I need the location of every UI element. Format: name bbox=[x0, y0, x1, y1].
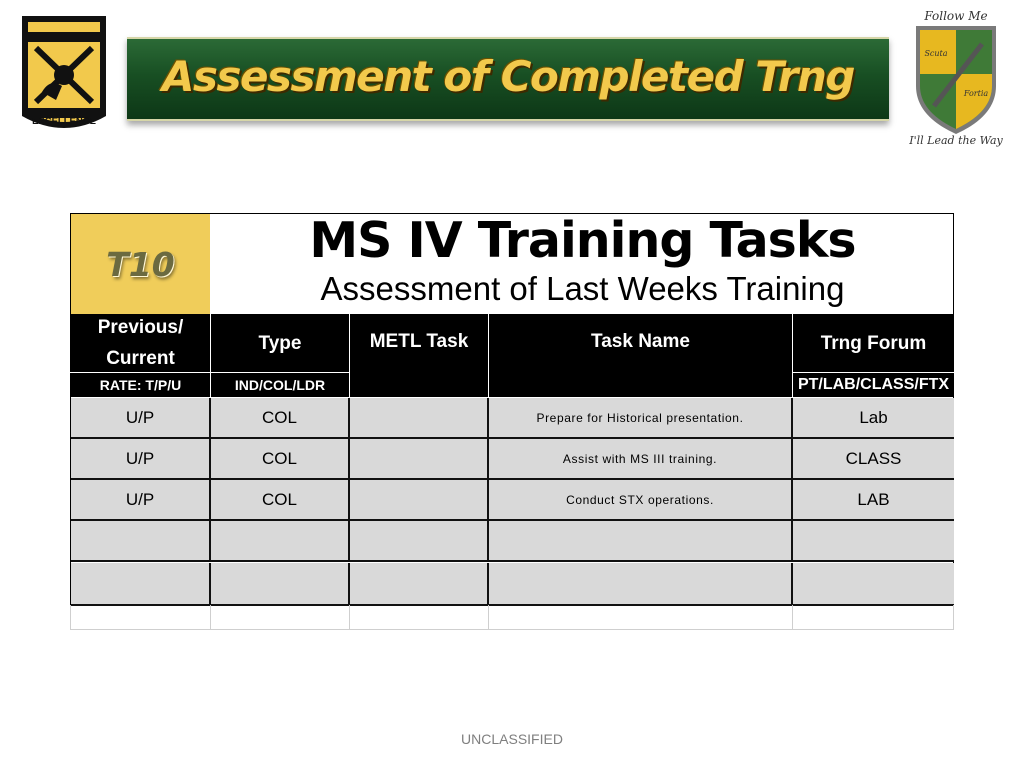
col-header-task-name: Task Name bbox=[489, 314, 792, 397]
shield-bottom-text: I'll Lead the Way bbox=[909, 134, 1003, 147]
follow-me-shield-icon bbox=[900, 4, 1012, 150]
subheader-rate: RATE: T/P/U bbox=[71, 373, 210, 397]
type-cell: COL bbox=[211, 439, 350, 478]
rate-cell: U/P bbox=[71, 439, 211, 478]
header-divider bbox=[210, 314, 211, 397]
header-divider bbox=[488, 314, 489, 397]
forum-cell: Lab bbox=[859, 407, 888, 427]
slide-title: MS IV Training Tasks bbox=[309, 212, 856, 269]
metl-cell bbox=[350, 398, 489, 437]
rate-cell: U/P bbox=[71, 480, 211, 519]
table-row bbox=[71, 521, 954, 562]
metl-cell bbox=[350, 521, 489, 560]
subheader-forum: PT/LAB/CLASS/FTX bbox=[793, 373, 954, 397]
task-name-cell bbox=[489, 563, 793, 604]
col-header-trng-forum: Trng Forum bbox=[793, 314, 954, 372]
rate-cell: U/P bbox=[71, 398, 211, 437]
table-row bbox=[71, 398, 954, 439]
emblem-bottom-text: EXCELLENCE bbox=[32, 116, 96, 127]
empty-grid-cell bbox=[488, 605, 793, 629]
title-banner bbox=[127, 37, 889, 121]
subheader-type: IND/COL/LDR bbox=[211, 373, 349, 397]
task-name-cell: Prepare for Historical presentation. bbox=[489, 398, 793, 437]
table-row bbox=[71, 439, 954, 480]
empty-grid-cell bbox=[349, 605, 489, 629]
task-name-cell: Conduct STX operations. bbox=[489, 480, 793, 519]
header-divider bbox=[792, 314, 793, 397]
rate-cell bbox=[71, 563, 211, 604]
forum-cell bbox=[793, 563, 954, 604]
type-cell bbox=[211, 521, 350, 560]
type-cell: COL bbox=[211, 398, 350, 437]
type-cell: COL bbox=[211, 480, 350, 519]
emblem-top-text: LEADERSHIP bbox=[33, 22, 95, 33]
empty-grid-row bbox=[70, 605, 954, 630]
shield-left-text: Scuta bbox=[924, 49, 948, 58]
type-cell bbox=[211, 563, 350, 604]
forum-cell: LAB bbox=[857, 489, 890, 509]
table-row bbox=[71, 563, 954, 606]
header-divider bbox=[793, 372, 954, 373]
col-header-metl-task: METL Task bbox=[350, 314, 488, 397]
classification-footer: UNCLASSIFIED bbox=[461, 731, 563, 747]
task-name-cell bbox=[489, 521, 793, 560]
slide-subtitle: Assessment of Last Weeks Training bbox=[320, 270, 845, 307]
shield-top-text: Follow Me bbox=[924, 9, 988, 23]
forum-cell: CLASS bbox=[845, 448, 902, 468]
task-badge bbox=[71, 214, 210, 314]
metl-cell bbox=[350, 439, 489, 478]
task-badge-label: T10 bbox=[106, 244, 175, 284]
metl-cell bbox=[350, 480, 489, 519]
empty-grid-cell bbox=[71, 605, 211, 629]
header-divider bbox=[349, 314, 350, 397]
col-header-previous-current: Previous/ Current bbox=[71, 314, 210, 372]
shield-right-text: Fortia bbox=[963, 89, 989, 98]
col-header-type: Type bbox=[211, 314, 349, 372]
forum-cell bbox=[793, 521, 954, 560]
metl-cell bbox=[350, 563, 489, 604]
empty-grid-cell bbox=[210, 605, 350, 629]
banner-title: Assessment of Completed Trng bbox=[162, 52, 854, 101]
task-name-cell: Assist with MS III training. bbox=[489, 439, 793, 478]
rate-cell bbox=[71, 521, 211, 560]
leadership-excellence-emblem-icon bbox=[16, 12, 112, 140]
table-row bbox=[71, 480, 954, 521]
